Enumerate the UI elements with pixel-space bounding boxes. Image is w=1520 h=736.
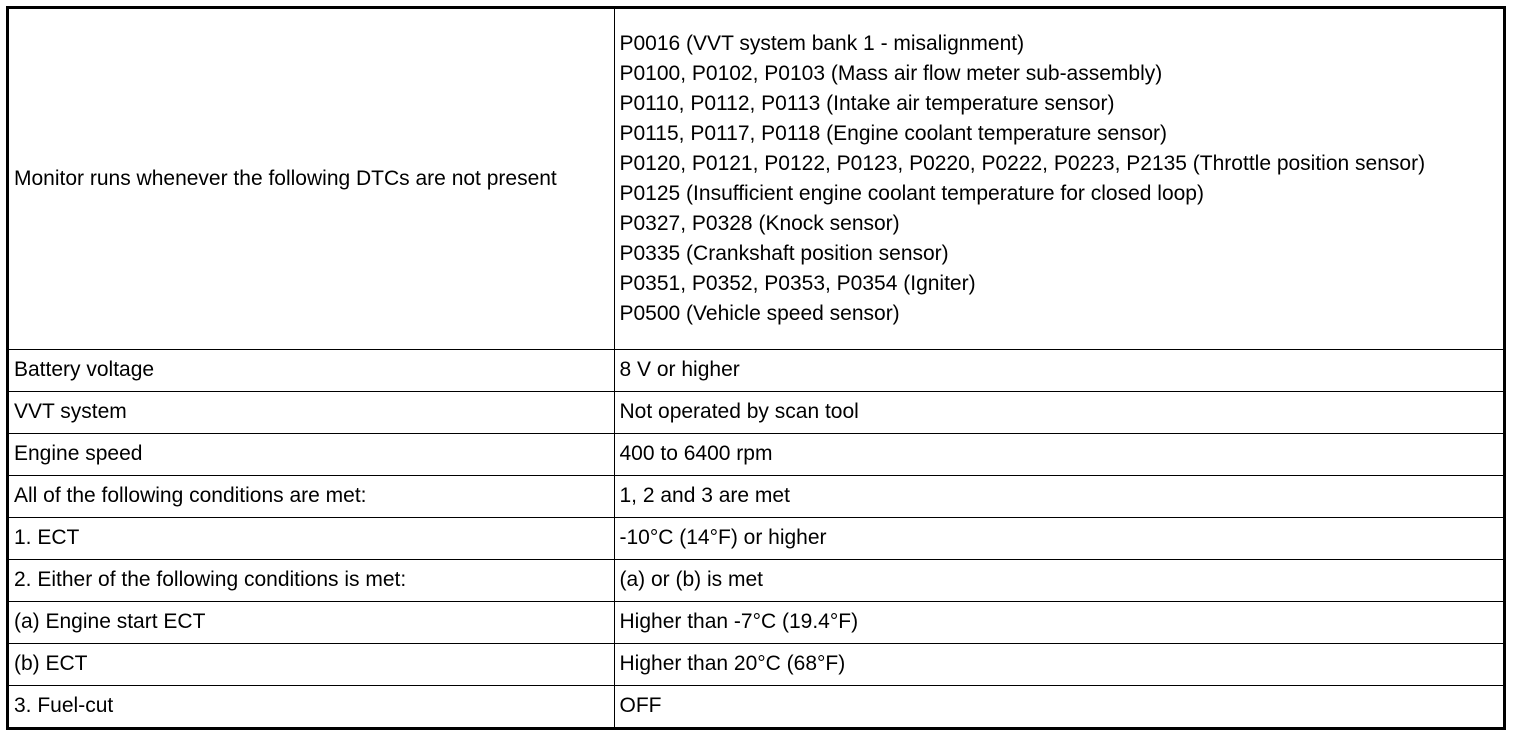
- dtc-list-item: P0327, P0328 (Knock sensor): [619, 211, 900, 235]
- dtc-list-item: P0016 (VVT system bank 1 - misalignment): [619, 31, 1025, 55]
- dtc-list-item: P0335 (Crankshaft position sensor): [619, 241, 949, 265]
- row-label: (a) Engine start ECT: [9, 601, 614, 643]
- row-value: 8 V or higher: [614, 349, 1503, 391]
- row-value: -10°C (14°F) or higher: [614, 517, 1503, 559]
- conditions-table-frame: [6, 6, 1506, 730]
- table-row: [9, 559, 1503, 601]
- row-label: VVT system: [9, 391, 614, 433]
- row-label: Battery voltage: [9, 349, 614, 391]
- dtc-list-item: P0120, P0121, P0122, P0123, P0220, P0222, P0223, P2135 (Throttle position sensor): [619, 151, 1426, 175]
- row-value: (a) or (b) is met: [614, 559, 1503, 601]
- table-row: [9, 433, 1503, 475]
- row-value: Higher than -7°C (19.4°F): [614, 601, 1503, 643]
- table-row: [9, 475, 1503, 517]
- dtc-list-item: P0100, P0102, P0103 (Mass air flow meter sub-assembly): [619, 61, 1163, 85]
- dtc-list-item: P0351, P0352, P0353, P0354 (Igniter): [619, 271, 976, 295]
- row-label: Monitor runs whenever the following DTCs are not present: [9, 9, 614, 349]
- row-value: OFF: [614, 685, 1503, 727]
- dtc-list-cell: [614, 9, 1503, 349]
- dtc-list-item: P0500 (Vehicle speed sensor): [619, 301, 900, 325]
- monitor-conditions-table: [9, 9, 1503, 727]
- row-label: 1. ECT: [9, 517, 614, 559]
- row-label: Engine speed: [9, 433, 614, 475]
- dtc-list-item: P0115, P0117, P0118 (Engine coolant temperature sensor): [619, 121, 1168, 145]
- table-row: [9, 517, 1503, 559]
- row-value: Higher than 20°C (68°F): [614, 643, 1503, 685]
- row-label: 2. Either of the following conditions is met:: [9, 559, 614, 601]
- table-row: [9, 643, 1503, 685]
- row-label: All of the following conditions are met:: [9, 475, 614, 517]
- row-value: 400 to 6400 rpm: [614, 433, 1503, 475]
- row-value: Not operated by scan tool: [614, 391, 1503, 433]
- row-label: 3. Fuel-cut: [9, 685, 614, 727]
- table-row: [9, 349, 1503, 391]
- table-row: [9, 601, 1503, 643]
- table-row: [9, 9, 1503, 349]
- table-row: [9, 391, 1503, 433]
- row-value: 1, 2 and 3 are met: [614, 475, 1503, 517]
- row-label: (b) ECT: [9, 643, 614, 685]
- table-row: [9, 685, 1503, 727]
- dtc-list-item: P0110, P0112, P0113 (Intake air temperature sensor): [619, 91, 1115, 115]
- dtc-list-item: P0125 (Insufficient engine coolant temperature for closed loop): [619, 181, 1204, 205]
